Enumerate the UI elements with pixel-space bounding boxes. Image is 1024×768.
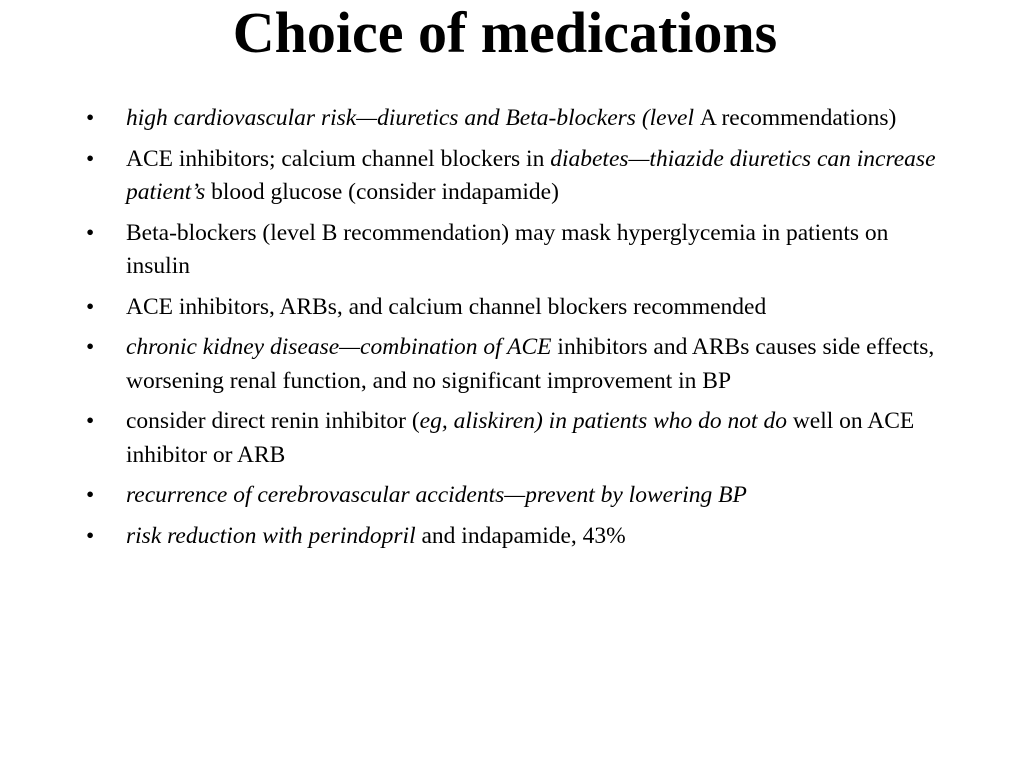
bullet-dot: • bbox=[86, 482, 95, 508]
bullet-item bbox=[86, 479, 946, 513]
bullet-dot: • bbox=[86, 105, 95, 131]
bullet-text bbox=[126, 220, 888, 280]
bullet-text-regular: ACE inhibitors, ARBs, and calcium channel blockers recommended bbox=[126, 293, 767, 320]
bullet-dot: • bbox=[86, 293, 95, 320]
bullet-item bbox=[86, 217, 946, 284]
bullet-item bbox=[86, 143, 946, 210]
bullet-list bbox=[86, 102, 946, 560]
bullet-text-regular: and indapamide, 43% bbox=[415, 522, 626, 549]
bullet-text bbox=[126, 146, 936, 206]
bullet-text-regular: consider direct renin inhibitor ( bbox=[126, 408, 420, 434]
bullet-item bbox=[86, 291, 946, 325]
bullet-text-italic: eg, aliskiren) in patients who do not do bbox=[419, 408, 787, 434]
bullet-text-regular: inhibitors and ARBs causes side effects, worsening renal function, and no significant improvement in BP bbox=[126, 334, 935, 394]
bullet-text-italic: recurrence of cerebrovascular accidents—prevent by lowering BP bbox=[126, 482, 747, 508]
bullet-dot: • bbox=[86, 522, 95, 549]
bullet-item bbox=[86, 405, 946, 472]
bullet-text bbox=[126, 482, 747, 508]
bullet-text-regular: blood glucose (consider indapamide) bbox=[205, 179, 559, 205]
bullet-text bbox=[126, 523, 626, 549]
bullet-text-regular: ACE inhibitors; calcium channel blockers in bbox=[126, 145, 551, 172]
bullet-text-regular: A recommendations) bbox=[699, 105, 897, 131]
bullet-dot: • bbox=[86, 334, 95, 360]
bullet-text-italic: high cardiovascular risk—diuretics and Beta-blockers (level bbox=[126, 105, 700, 131]
bullet-text-italic: risk reduction with perindopril bbox=[126, 522, 416, 549]
bullet-item bbox=[86, 102, 946, 136]
slide-title: Choice of medications bbox=[232, 0, 778, 65]
bullet-dot: • bbox=[86, 145, 95, 172]
bullet-item bbox=[86, 520, 946, 554]
bullet-text-italic: diabetes—thiazide diuretics can increase patient’s bbox=[126, 145, 936, 205]
bullet-text-italic: chronic kidney disease—combination of ACE bbox=[126, 334, 552, 360]
bullet-text bbox=[126, 105, 896, 131]
bullet-dot: • bbox=[86, 219, 95, 246]
bullet-dot: • bbox=[86, 408, 95, 434]
bullet-text bbox=[126, 408, 914, 468]
bullet-text bbox=[126, 334, 934, 394]
bullet-item bbox=[86, 331, 946, 398]
bullet-text-regular: Beta-blockers (level B recommendation) may mask hyperglycemia in patients on insulin bbox=[126, 219, 889, 279]
bullet-text bbox=[126, 294, 766, 320]
bullet-text-regular: well on ACE inhibitor or ARB bbox=[126, 408, 915, 468]
